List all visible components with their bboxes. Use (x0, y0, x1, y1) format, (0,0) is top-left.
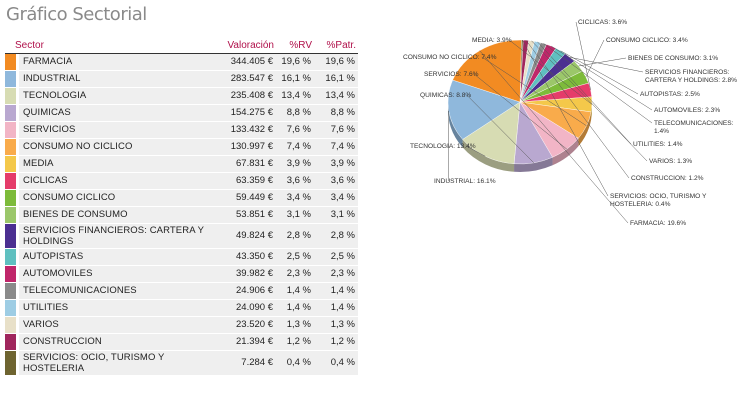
header-valoracion: Valoración (214, 36, 276, 53)
sector-color-swatch (5, 138, 16, 155)
patr-value: 19,6 % (314, 53, 358, 70)
rv-value: 1,4 % (276, 282, 314, 299)
patr-value: 3,6 % (314, 172, 358, 189)
sector-color-swatch (5, 206, 16, 223)
patr-value: 2,3 % (314, 265, 358, 282)
sector-pie-chart (392, 12, 742, 232)
valoracion-value: 49.824 € (214, 223, 276, 248)
valoracion-value: 24.906 € (214, 282, 276, 299)
sector-name: SERVICIOS: OCIO, TURISMO Y HOSTELERIA (19, 350, 214, 375)
rv-value: 2,8 % (276, 223, 314, 248)
valoracion-value: 63.359 € (214, 172, 276, 189)
sector-name: SERVICIOS FINANCIEROS: CARTERA Y HOLDINGS (19, 223, 214, 248)
valoracion-value: 283.547 € (214, 70, 276, 87)
sector-color-swatch (5, 189, 16, 206)
patr-value: 3,1 % (314, 206, 358, 223)
sector-color-swatch (5, 104, 16, 121)
patr-value: 7,6 % (314, 121, 358, 138)
table-row (5, 248, 358, 265)
rv-value: 3,1 % (276, 206, 314, 223)
slice-data-label: TECNOLOGIA: 13.4% (410, 143, 476, 150)
patr-value: 3,4 % (314, 189, 358, 206)
rv-value: 3,9 % (276, 155, 314, 172)
patr-value: 8,8 % (314, 104, 358, 121)
sector-color-swatch (5, 299, 16, 316)
table-header-row (5, 36, 358, 53)
table-row (5, 333, 358, 350)
valoracion-value: 235.408 € (214, 87, 276, 104)
slice-data-label: CONSUMO NO CICLICO: 7.4% (403, 54, 497, 61)
table-row (5, 138, 358, 155)
sector-name: TELECOMUNICACIONES (19, 282, 214, 299)
sector-color-swatch (5, 333, 16, 350)
slice-data-label: BIENES DE CONSUMO: 3.1% (628, 55, 719, 62)
table-row (5, 189, 358, 206)
slice-data-label: UTILITIES: 1.4% (633, 141, 683, 148)
slice-data-label: TELECOMUNICACIONES: 1.4% (654, 120, 734, 135)
table-row (5, 223, 358, 248)
sector-color-swatch (5, 155, 16, 172)
table-row (5, 172, 358, 189)
table-row (5, 53, 358, 70)
sector-color-swatch (5, 265, 16, 282)
page-title: Gráfico Sectorial (6, 4, 147, 25)
slice-data-label: CONSTRUCCION: 1.2% (631, 175, 704, 182)
patr-value: 0,4 % (314, 350, 358, 375)
valoracion-value: 7.284 € (214, 350, 276, 375)
rv-value: 1,3 % (276, 316, 314, 333)
patr-value: 3,9 % (314, 155, 358, 172)
table-row (5, 104, 358, 121)
sector-color-swatch (5, 53, 16, 70)
slice-data-label: VARIOS: 1.3% (649, 158, 693, 165)
sector-name: QUIMICAS (19, 104, 214, 121)
rv-value: 2,5 % (276, 248, 314, 265)
sector-name: FARMACIA (19, 53, 214, 70)
patr-value: 16,1 % (314, 70, 358, 87)
table-row (5, 350, 358, 375)
valoracion-value: 59.449 € (214, 189, 276, 206)
table-row (5, 87, 358, 104)
sector-color-swatch (5, 87, 16, 104)
table-row (5, 316, 358, 333)
valoracion-value: 130.997 € (214, 138, 276, 155)
slice-data-label: SERVICIOS FINANCIEROS: CARTERA Y HOLDINGS: 2.8% (645, 69, 737, 84)
slice-data-label: MEDIA: 3.9% (472, 37, 512, 44)
rv-value: 7,6 % (276, 121, 314, 138)
table-row (5, 282, 358, 299)
patr-value: 7,4 % (314, 138, 358, 155)
rv-value: 19,6 % (276, 53, 314, 70)
sector-name: BIENES DE CONSUMO (19, 206, 214, 223)
rv-value: 0,4 % (276, 350, 314, 375)
valoracion-value: 53.851 € (214, 206, 276, 223)
valoracion-value: 133.432 € (214, 121, 276, 138)
rv-value: 3,6 % (276, 172, 314, 189)
slice-data-label: CICLICAS: 3.6% (578, 19, 628, 26)
header-patr: %Patr. (314, 36, 358, 53)
table-row (5, 155, 358, 172)
patr-value: 1,4 % (314, 299, 358, 316)
rv-value: 8,8 % (276, 104, 314, 121)
table-row (5, 121, 358, 138)
table-row (5, 70, 358, 87)
sector-color-swatch (5, 121, 16, 138)
sector-name: TECNOLOGIA (19, 87, 214, 104)
slice-data-label: AUTOMOVILES: 2.3% (654, 107, 721, 114)
sector-color-swatch (5, 223, 16, 248)
sector-name: CONSUMO NO CICLICO (19, 138, 214, 155)
patr-value: 1,2 % (314, 333, 358, 350)
slice-data-label: INDUSTRIAL: 16.1% (434, 178, 496, 185)
slice-data-label: AUTOPISTAS: 2.5% (640, 91, 700, 98)
valoracion-value: 24.090 € (214, 299, 276, 316)
rv-value: 2,3 % (276, 265, 314, 282)
rv-value: 3,4 % (276, 189, 314, 206)
valoracion-value: 21.394 € (214, 333, 276, 350)
valoracion-value: 154.275 € (214, 104, 276, 121)
valoracion-value: 344.405 € (214, 53, 276, 70)
slice-data-label: SERVICIOS: OCIO, TURISMO Y HOSTELERIA: 0.4% (610, 193, 707, 208)
patr-value: 2,5 % (314, 248, 358, 265)
patr-value: 2,8 % (314, 223, 358, 248)
rv-value: 1,2 % (276, 333, 314, 350)
label-leader-line (586, 40, 604, 77)
sector-color-swatch (5, 282, 16, 299)
sector-name: CICLICAS (19, 172, 214, 189)
sector-name: VARIOS (19, 316, 214, 333)
rv-value: 1,4 % (276, 299, 314, 316)
rv-value: 13,4 % (276, 87, 314, 104)
rv-value: 16,1 % (276, 70, 314, 87)
patr-value: 1,3 % (314, 316, 358, 333)
sector-name: AUTOMOVILES (19, 265, 214, 282)
slice-data-label: QUIMICAS: 8.8% (420, 92, 472, 99)
slice-data-label: FARMACIA: 19.6% (630, 220, 687, 227)
table-row (5, 299, 358, 316)
table-row (5, 206, 358, 223)
slice-data-label: SERVICIOS: 7.6% (424, 71, 479, 78)
valoracion-value: 43.350 € (214, 248, 276, 265)
valoracion-value: 39.982 € (214, 265, 276, 282)
sector-name: AUTOPISTAS (19, 248, 214, 265)
sector-table (5, 36, 358, 376)
sector-color-swatch (5, 70, 16, 87)
valoracion-value: 67.831 € (214, 155, 276, 172)
table-row (5, 265, 358, 282)
sector-color-swatch (5, 248, 16, 265)
valoracion-value: 23.520 € (214, 316, 276, 333)
patr-value: 1,4 % (314, 282, 358, 299)
sector-name: CONSTRUCCION (19, 333, 214, 350)
sector-color-swatch (5, 316, 16, 333)
patr-value: 13,4 % (314, 87, 358, 104)
sector-name: MEDIA (19, 155, 214, 172)
pie-svg (392, 12, 742, 232)
sector-color-swatch (5, 350, 16, 375)
rv-value: 7,4 % (276, 138, 314, 155)
sector-name: CONSUMO CICLICO (19, 189, 214, 206)
sector-name: SERVICIOS (19, 121, 214, 138)
sector-name: UTILITIES (19, 299, 214, 316)
sector-color-swatch (5, 172, 16, 189)
sector-name: INDUSTRIAL (19, 70, 214, 87)
slice-data-label: CONSUMO CICLICO: 3.4% (606, 37, 688, 44)
header-rv: %RV (276, 36, 314, 53)
header-sector: Sector (5, 36, 214, 53)
